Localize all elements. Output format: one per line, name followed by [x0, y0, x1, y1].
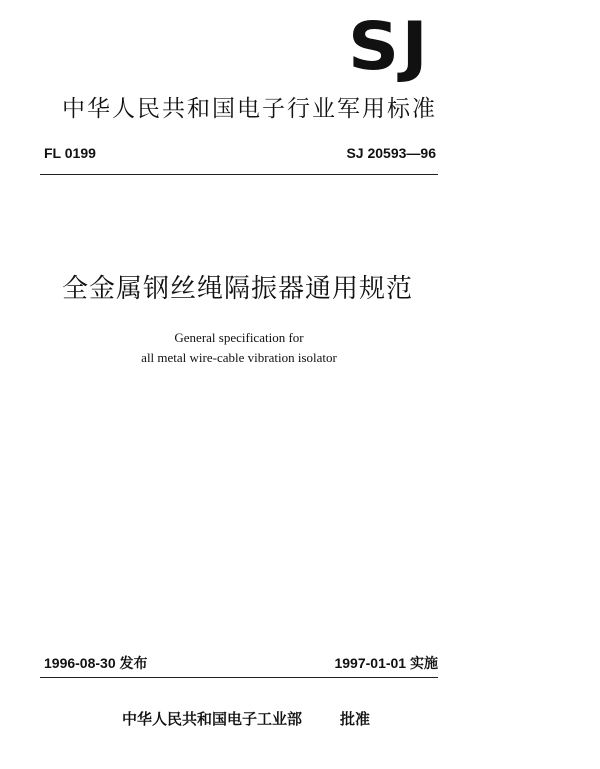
document-title-chinese: 全金属钢丝绳隔振器通用规范 — [62, 274, 414, 304]
sj-logo: SJ — [347, 8, 430, 85]
header-divider — [40, 174, 438, 175]
approving-body: 中华人民共和国电子工业部 — [122, 710, 303, 728]
document-title-english — [40, 328, 438, 368]
english-title-line-2: all metal wire-cable vibration isolator — [141, 350, 337, 365]
standard-number: SJ 20593—96 — [346, 145, 436, 161]
implementation-date: 1997-01-01 实施 — [334, 655, 438, 671]
footer-divider — [40, 677, 438, 678]
standard-name: 中华人民共和国电子行业军用标准 — [62, 96, 437, 122]
classification-code: FL 0199 — [44, 145, 96, 161]
approval-word: 批准 — [340, 710, 371, 728]
english-title-line-1: General specification for — [174, 330, 304, 345]
issue-date: 1996-08-30 发布 — [44, 655, 148, 671]
